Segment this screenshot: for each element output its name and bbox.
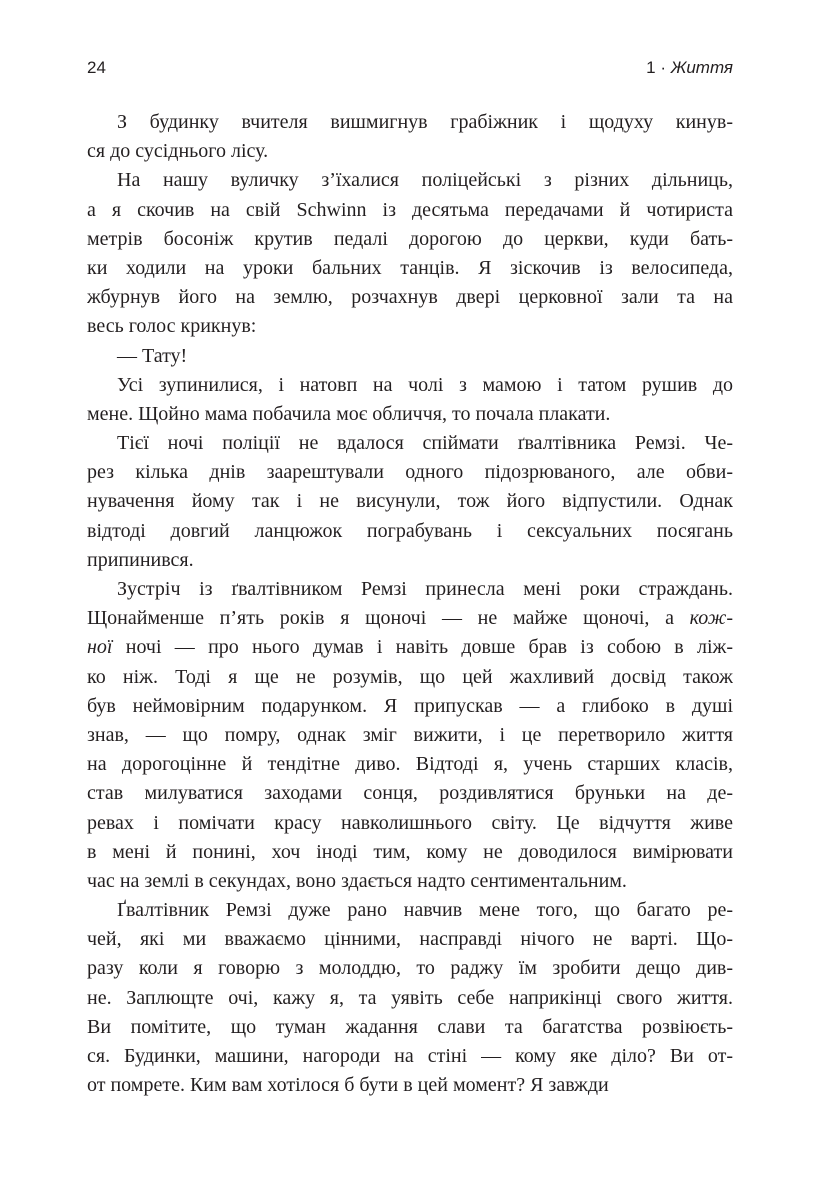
text-segment: ревах і помічати красу навколишнього світу. Це відчуття живе [87,811,733,834]
text-segment: ночі — про нього думав і навіть довше брав із собою в ліж- [112,636,733,659]
text-line [87,254,733,283]
text-line [87,283,733,312]
chapter-heading [646,58,733,78]
text-segment: Ґвалтівник Ремзі дуже рано навчив мене того, що багато ре- [117,899,733,922]
body-text [87,108,733,1100]
text-line [87,371,733,400]
text-line [87,663,733,692]
text-line [87,108,733,137]
paragraph [87,166,733,341]
text-segment: метрів босоніж крутив педалі дорогою до церкви, куди бать- [87,227,733,250]
text-segment: чей, які ми вважаємо цінними, насправді нічого не варті. Що- [87,928,733,951]
text-segment: Ви помітите, що туман жадання слави та багатства розвіюєть- [87,1015,733,1038]
paragraph [87,371,733,429]
text-line [87,984,733,1013]
text-segment: мене. Щойно мама побачила моє обличчя, то почала плакати. [87,402,611,425]
text-line [87,954,733,983]
chapter-title: Життя [670,58,733,77]
chapter-number: 1 · [646,58,666,77]
text-line [87,692,733,721]
text-segment: Зустріч із ґвалтівником Ремзі принесла мені роки страждань. [117,578,733,600]
text-line [87,750,733,779]
text-line [87,925,733,954]
paragraph [87,896,733,1100]
text-line [87,838,733,867]
text-segment: в мені й понині, хоч іноді тим, кому не доводилося вимірювати [87,840,733,863]
paragraph [87,342,733,371]
text-line [87,1042,733,1071]
paragraph [87,108,733,166]
text-line [87,896,733,925]
text-line [87,809,733,838]
text-segment: весь голос крикнув: [87,315,257,338]
text-line [87,867,733,896]
text-line [87,225,733,254]
text-segment: — Тату! [117,344,188,367]
text-line [87,721,733,750]
text-segment: ко ніж. Тоді я ще не розумів, що цей жахливий досвід також [87,665,733,688]
text-segment: знав, — що помру, однак зміг вижити, і це перетворило життя [87,723,733,746]
text-line [87,633,733,662]
text-line [87,342,733,371]
text-line [87,1013,733,1042]
text-segment: не. Заплющте очі, кажу я, та уявіть себе наприкінці свого життя. [87,986,733,1009]
text-line [87,458,733,487]
text-segment: на дорогоцінне й тендітне диво. Відтоді я, учень старших класів, [87,753,733,776]
running-header [87,58,733,84]
text-segment: нувачення йому так і не висунули, тож його відпустили. Однак [87,490,733,513]
text-line [87,137,733,166]
text-segment: був неймовірним подарунком. Я припускав — а глибоко в душі [87,694,733,717]
text-line [87,166,733,195]
text-line [87,487,733,516]
text-segment: ся до сусіднього лісу. [87,140,269,163]
text-segment: На нашу вуличку з’їхалися поліцейські з різних дільниць, [117,169,733,192]
text-segment: припинився. [87,548,194,571]
text-segment: З будинку вчителя вишмигнув грабіжник і щодуху кинув- [117,111,733,133]
italic-text: ної [87,636,113,659]
text-segment: Щонайменше п’ять років я щоночі — не майже щоночі, а [87,607,690,630]
text-line [87,400,733,429]
text-line [87,312,733,341]
paragraph [87,429,733,575]
text-segment: жбурнув його на землю, розчахнув двері церковної зали та на [87,286,733,309]
text-segment: відтоді довгий ланцюжок пограбувань і сексуальних посягань [87,519,733,542]
text-segment: Тієї ночі поліції не вдалося спіймати ґвалтівника Ремзі. Че- [117,432,733,455]
text-segment: от помрете. Ким вам хотілося б бути в цей момент? Я завжди [87,1074,609,1097]
text-segment: Усі зупинилися, і натовп на чолі з мамою і татом рушив до [117,373,733,396]
text-segment: рез кілька днів заарештували одного підозрюваного, але обви- [87,461,733,484]
text-segment: разу коли я говорю з молоддю, то раджу їм зробити дещо див- [87,957,733,980]
italic-text: кож- [689,607,733,630]
text-line [87,779,733,808]
text-segment: а я скочив на свій Schwinn із десятьма передачами й чотириста [87,198,733,221]
text-line [87,575,733,604]
text-segment: ки ходили на уроки бальних танців. Я зіскочив із велосипеда, [87,256,733,279]
text-segment: ся. Будинки, машини, нагороди на стіні — кому яке діло? Ви от- [87,1045,733,1067]
text-line [87,604,733,633]
text-line [87,429,733,458]
paragraph [87,575,733,896]
text-segment: час на землі в секундах, воно здається надто сентиментальним. [87,869,627,892]
text-line [87,517,733,546]
text-line [87,196,733,225]
text-line [87,546,733,575]
page-number: 24 [87,58,106,77]
text-segment: став милуватися заходами сонця, роздивлятися бруньки на де- [87,782,733,805]
text-line [87,1071,733,1100]
